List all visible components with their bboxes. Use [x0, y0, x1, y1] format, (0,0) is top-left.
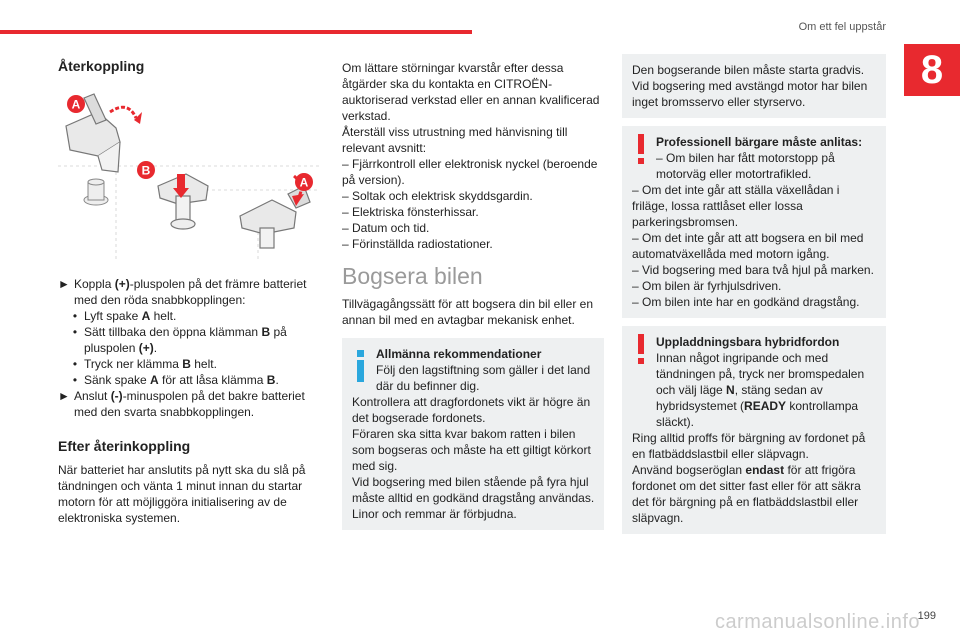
hybrid-tow-eye: Använd bogseröglan endast för att frigöra fordonet om det sitter fast eller för att säkra det för bärgning på en flatbäddslastbil eller släpvagn. [632, 463, 861, 525]
label-a-text: A [71, 97, 81, 112]
heading-reconnection: Återkoppling [58, 58, 145, 74]
section-title-towing: Bogsera bilen [342, 263, 483, 289]
top-accent-bar [0, 30, 472, 34]
step-connect-plus: ► Koppla (+)-pluspolen på det främre batteriet med den röda snabbkopplingen: [58, 277, 307, 307]
info-box-heading: Allmänna rekommendationer [376, 347, 542, 361]
after-reconnection-text: När batteriet har anslutits på nytt ska du slå på tändningen och vänta 1 minut innan du startar motorn för att möjliggöra initialisering av de elektroniska systemen. [58, 463, 306, 525]
info-line: Vid bogsering med bilen stående på fyra hjul måste alltid en godkänd dragstång användas. Linor och remmar är förbjudna. [352, 475, 595, 521]
reset-item: – Fjärrkontroll eller elektronisk nyckel (beroende på version). [342, 157, 598, 187]
page-number: 199 [917, 610, 936, 622]
hybrid-instruction: Innan något ingripande och med tändningen på, tryck ner bromspedalen och välj läge N, stäng sedan av hybridsystemet (READY kontrollampa släckt). [656, 351, 865, 429]
paragraph-contact-workshop: Om lättare störningar kvarstår efter dessa åtgärder ska du kontakta en CITROËN-auktoriserad verkstad eller en annan kvalificerad verkstad. [342, 61, 600, 123]
reset-item: – Soltak och elektrisk skyddsgardin. [342, 189, 533, 203]
info-icon [352, 350, 370, 384]
substep-2: • Sätt tillbaka den öppna klämman B på pluspolen (+). [72, 325, 287, 355]
warning-box-professional [622, 126, 886, 318]
watermark: carmanualsonline.info [714, 611, 920, 633]
battery-clamp-illustration [58, 90, 320, 262]
arrow-bullet-icon: ► [58, 277, 70, 291]
warning-box-hybrid [622, 326, 886, 534]
note-box-start-gradually [622, 54, 886, 118]
arrow-bullet-icon: ► [58, 389, 70, 403]
substep-3: • Tryck ner klämma B helt. [72, 357, 217, 371]
step-connect-minus: ► Anslut (-)-minuspolen på det bakre batteriet med den svarta snabbkopplingen. [58, 389, 305, 419]
info-box-general [342, 338, 604, 530]
reset-item: – Datum och tid. [342, 221, 430, 235]
info-line: Följ den lagstiftning som gäller i det land där du befinner dig. [376, 363, 591, 393]
chapter-title: Om ett fel uppstår [798, 21, 886, 33]
label-b [137, 161, 155, 179]
column-towing-warnings [622, 54, 886, 534]
warning-item: – Om bilen är fyrhjulsdriven. [632, 279, 782, 293]
note-text: Den bogserande bilen måste starta gradvis. Vid bogsering med avstängd motor har bilen inget bromsservo eller styrservo. [632, 63, 868, 109]
column-towing-intro [342, 60, 604, 530]
warning-exclamation-icon [632, 134, 650, 168]
info-line: Föraren ska sitta kvar bakom ratten i bilen som bogseras och måste ha ett giltigt körkort med sig. [352, 427, 591, 473]
substep-1: • Lyft spake A helt. [72, 309, 177, 323]
clamp-diagram [58, 90, 320, 262]
label-a-top [67, 95, 85, 113]
reset-item: – Elektriska fönsterhissar. [342, 205, 479, 219]
warning-heading: Professionell bärgare måste anlitas: [656, 135, 863, 149]
hybrid-call-professional: Ring alltid proffs för bärgning av fordonet på en flatbäddslastbil eller släpvagn. [632, 431, 866, 461]
substep-4: • Sänk spake A för att låsa klämma B. [72, 373, 279, 387]
label-a-right-text: A [299, 175, 309, 190]
warning-item: – Vid bogsering med bara två hjul på marken. [632, 263, 874, 277]
warning-heading: Uppladdningsbara hybridfordon [656, 335, 840, 349]
warning-item: – Om bilen inte har en godkänd dragstång. [632, 295, 860, 309]
info-line: Kontrollera att dragfordonets vikt är högre än det bogserade fordonets. [352, 395, 591, 425]
column-reconnection [58, 58, 318, 526]
heading-after-reconnection: Efter återinkoppling [58, 438, 191, 454]
warning-exclamation-icon [632, 334, 650, 368]
paragraph-reset-equipment: Återställ viss utrustning med hänvisning till relevant avsnitt: [342, 125, 568, 155]
warning-item: – Om det inte går att att bogsera en bil med automatväxellåda med motorn igång. [632, 231, 864, 261]
warning-item: – Om det inte går att ställa växellådan i friläge, lossa rattlåset eller lossa parkeringsbromsen. [632, 183, 840, 229]
warning-item: – Om bilen har fått motorstopp på motorväg eller motortrafikled. [656, 151, 835, 181]
label-a-right [295, 173, 313, 191]
label-b-text: B [141, 163, 151, 178]
towing-intro: Tillvägagångssätt för att bogsera din bil eller en annan bil med en avtagbar mekanisk enhet. [342, 297, 594, 327]
chapter-number-tab: 8 [904, 44, 960, 96]
reset-item: – Förinställda radiostationer. [342, 237, 493, 251]
